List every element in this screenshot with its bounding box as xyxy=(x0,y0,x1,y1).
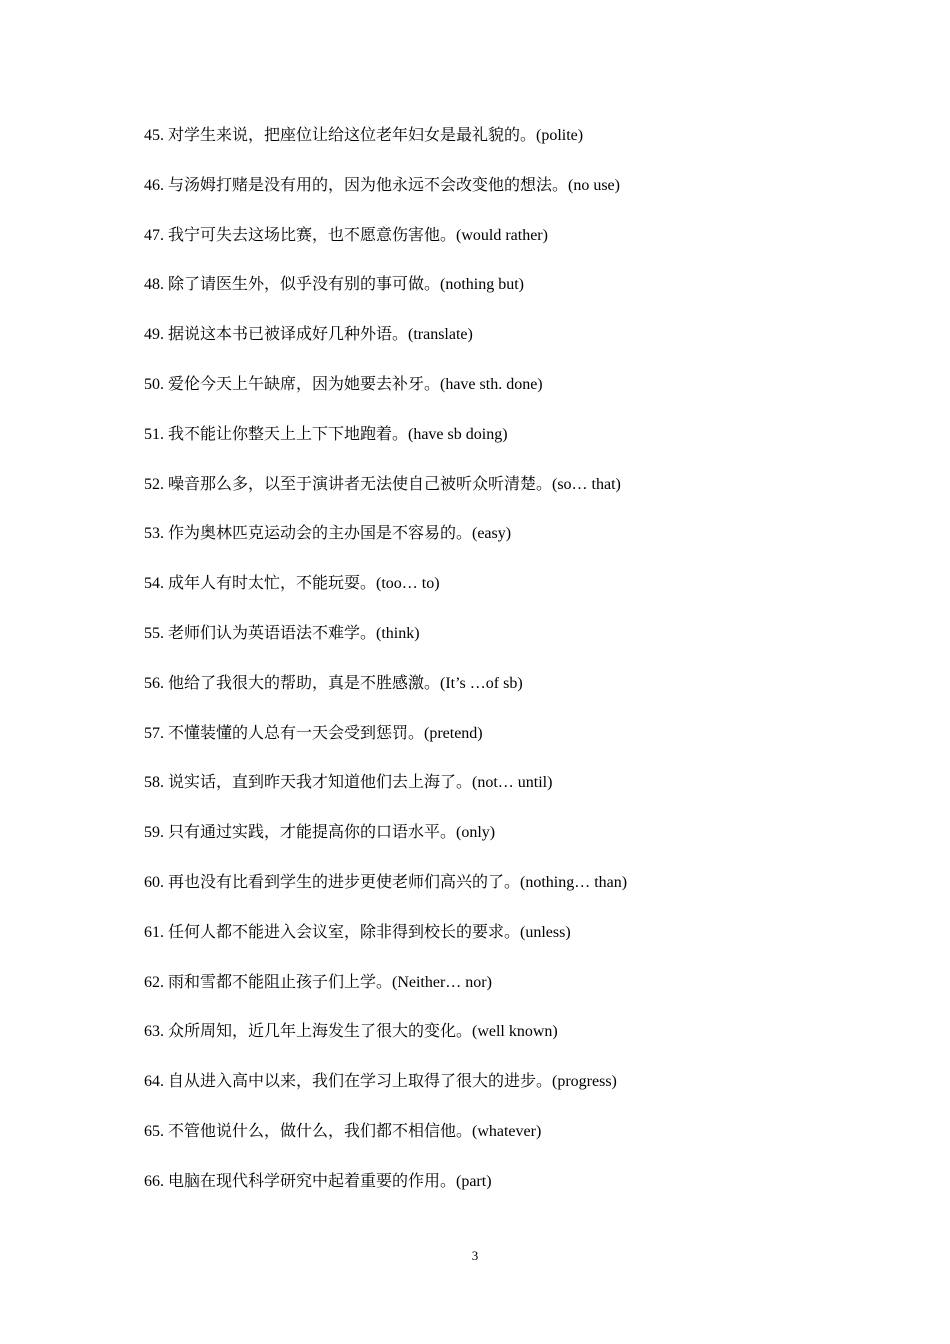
exercise-item: 66. 电脑在现代科学研究中起着重要的作用。(part) xyxy=(144,1172,492,1190)
exercise-item: 65. 不管他说什么，做什么，我们都不相信他。(whatever) xyxy=(144,1122,542,1140)
exercise-item: 63. 众所周知，近几年上海发生了很大的变化。(well known) xyxy=(144,1023,558,1041)
exercise-item: 48. 除了请医生外，似乎没有别的事可做。(nothing but) xyxy=(144,276,524,294)
exercise-item: 51. 我不能让你整天上上下下地跑着。(have sb doing) xyxy=(144,425,508,443)
exercise-item: 45. 对学生来说，把座位让给这位老年妇女是最礼貌的。(polite) xyxy=(144,127,584,144)
translation-exercise-list xyxy=(144,126,864,1222)
exercise-item: 57. 不懂装懂的人总有一天会受到惩罚。(pretend) xyxy=(144,724,483,742)
exercise-item: 49. 据说这本书已被译成好几种外语。(translate) xyxy=(144,326,473,344)
exercise-item: 60. 再也没有比看到学生的进步更使老师们高兴的了。(nothing… than) xyxy=(144,873,628,891)
exercise-item: 61. 任何人都不能进入会议室，除非得到校长的要求。(unless) xyxy=(144,923,571,941)
exercise-item: 55. 老师们认为英语语法不难学。(think) xyxy=(144,624,420,642)
exercise-item: 53. 作为奥林匹克运动会的主办国是不容易的。(easy) xyxy=(144,525,512,543)
exercise-item: 64. 自从进入高中以来，我们在学习上取得了很大的进步。(progress) xyxy=(144,1073,617,1091)
exercise-item: 52. 噪音那么多，以至于演讲者无法使自己被听众听清楚。(so… that) xyxy=(144,475,621,493)
exercise-item: 58. 说实话，直到昨天我才知道他们去上海了。(not… until) xyxy=(144,774,553,792)
exercise-item: 46. 与汤姆打赌是没有用的，因为他永远不会改变他的想法。(no use) xyxy=(144,176,620,194)
exercise-item: 56. 他给了我很大的帮助，真是不胜感激。(It’s …of sb) xyxy=(144,674,523,692)
exercise-item: 54. 成年人有时太忙，不能玩耍。(too… to) xyxy=(144,575,440,593)
page-number: 3 xyxy=(471,1248,479,1263)
exercise-item: 50. 爱伦今天上午缺席，因为她要去补牙。(have sth. done) xyxy=(144,375,543,393)
exercise-item: 62. 雨和雪都不能阻止孩子们上学。(Neither… nor) xyxy=(144,973,492,991)
exercise-item: 47. 我宁可失去这场比赛，也不愿意伤害他。(would rather) xyxy=(144,226,548,244)
exercise-item: 59. 只有通过实践，才能提高你的口语水平。(only) xyxy=(144,824,496,842)
